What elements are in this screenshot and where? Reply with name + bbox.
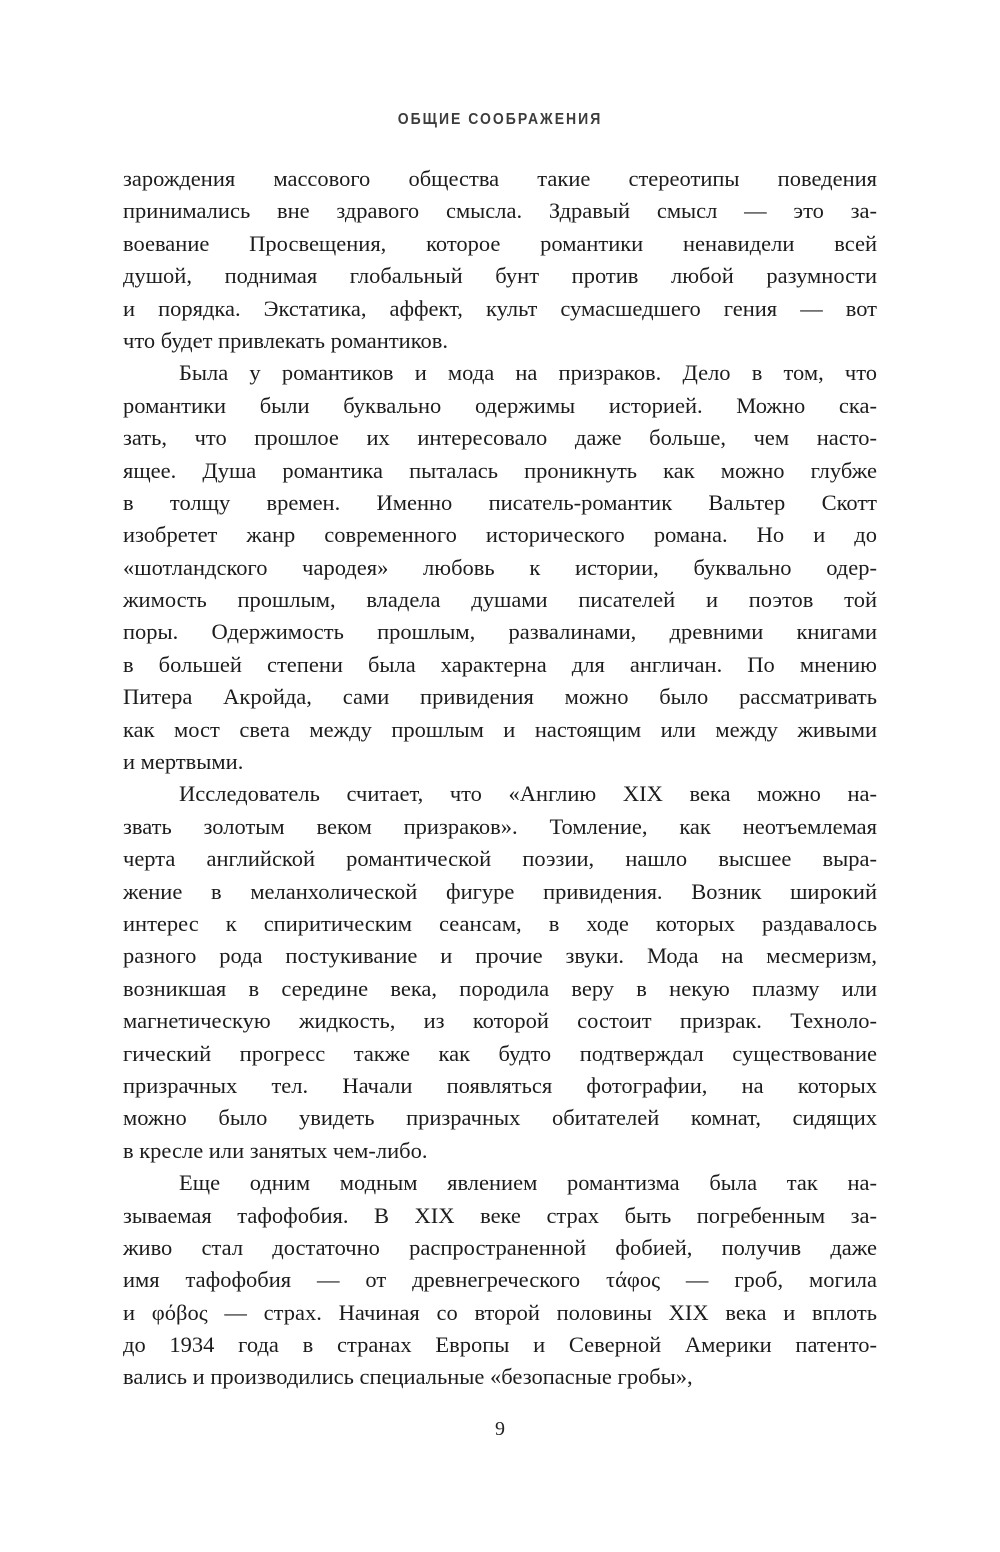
- text-line: зать, что прошлое их интересовало даже больше, чем насто-: [123, 425, 877, 451]
- running-header: ОБЩИЕ СООБРАЖЕНИЯ: [397, 108, 603, 128]
- text-line: в кресле или занятых чем-либо.: [123, 1137, 428, 1163]
- text-line: в толщу времен. Именно писатель-романтик Вальтер Скотт: [123, 489, 877, 515]
- text-line: жение в меланхолической фигуре привидения. Возник широкий: [123, 878, 877, 904]
- paragraph: [123, 1167, 877, 1394]
- text-line: что будет привлекать романтиков.: [123, 327, 448, 353]
- text-line: как мост света между прошлым и настоящим или между живыми: [123, 716, 877, 742]
- text-line: звать золотым веком призраков». Томление, как неотъемлемая: [123, 813, 877, 839]
- text-line: «шотландского чародея» любовь к истории, буквально одер-: [123, 554, 877, 580]
- text-line: жимость прошлым, владела душами писателей и поэтов той: [123, 587, 877, 613]
- text-line: Исследователь считает, что «Англию XIX века можно на-: [179, 781, 877, 807]
- text-line: Еще одним модным явлением романтизма была так на-: [179, 1170, 877, 1196]
- text-line: магнетическую жидкость, из которой состоит призрак. Техноло-: [123, 1008, 877, 1034]
- text-line: имя тафофобия — от древнегреческого τάφος — гроб, могила: [123, 1267, 877, 1293]
- text-line: черта английской романтической поэзии, нашло высшее выра-: [123, 846, 877, 872]
- body-text: [123, 163, 877, 1394]
- text-line: Питера Акройда, сами привидения можно было рассматривать: [123, 684, 877, 710]
- text-line: вались и производились специальные «безопасные гробы»,: [123, 1364, 693, 1390]
- text-line: ящее. Душа романтика пыталась проникнуть как можно глубже: [123, 457, 877, 483]
- paragraph: [123, 357, 877, 778]
- text-line: зарождения массового общества такие стереотипы поведения: [123, 166, 877, 191]
- text-line: принимались вне здравого смысла. Здравый смысл — это за-: [123, 198, 877, 224]
- text-line: и мертвыми.: [123, 749, 244, 775]
- text-line: разного рода постукивание и прочие звуки. Мода на месмеризм,: [123, 943, 877, 969]
- page-number: 9: [495, 1418, 505, 1440]
- text-line: живо стал достаточно распространенной фобией, получив даже: [123, 1234, 877, 1260]
- text-line: душой, поднимая глобальный бунт против любой разумности: [123, 263, 877, 289]
- text-line: возникшая в середине века, породила веру в некую плазму или: [123, 975, 877, 1001]
- text-line: и φόβος — страх. Начиная со второй половины XIX века и вплоть: [123, 1299, 877, 1325]
- paragraph: [123, 778, 877, 1167]
- text-line: можно было увидеть призрачных обитателей комнат, сидящих: [123, 1105, 877, 1131]
- paragraph: [123, 163, 877, 357]
- text-line: зываемая тафофобия. В XIX веке страх быть погребенным за-: [123, 1202, 877, 1228]
- text-line: до 1934 года в странах Европы и Северной Америки патенто-: [123, 1332, 877, 1358]
- text-line: в большей степени была характерна для англичан. По мнению: [123, 651, 877, 677]
- text-line: интерес к спиритическим сеансам, в ходе которых раздавалось: [123, 910, 877, 936]
- text-line: гический прогресс также как будто подтверждал существование: [123, 1040, 877, 1066]
- text-line: изобретет жанр современного исторического романа. Но и до: [123, 522, 877, 548]
- text-line: воевание Просвещения, которое романтики ненавидели всей: [123, 230, 877, 256]
- text-line: и порядка. Экстатика, аффект, культ сумасшедшего гения — вот: [123, 295, 877, 321]
- text-line: романтики были буквально одержимы историей. Можно ска-: [123, 392, 877, 418]
- text-line: Была у романтиков и мода на призраков. Дело в том, что: [179, 360, 877, 386]
- text-line: призрачных тел. Начали появляться фотографии, на которых: [123, 1072, 877, 1098]
- text-line: поры. Одержимость прошлым, развалинами, древними книгами: [123, 619, 877, 645]
